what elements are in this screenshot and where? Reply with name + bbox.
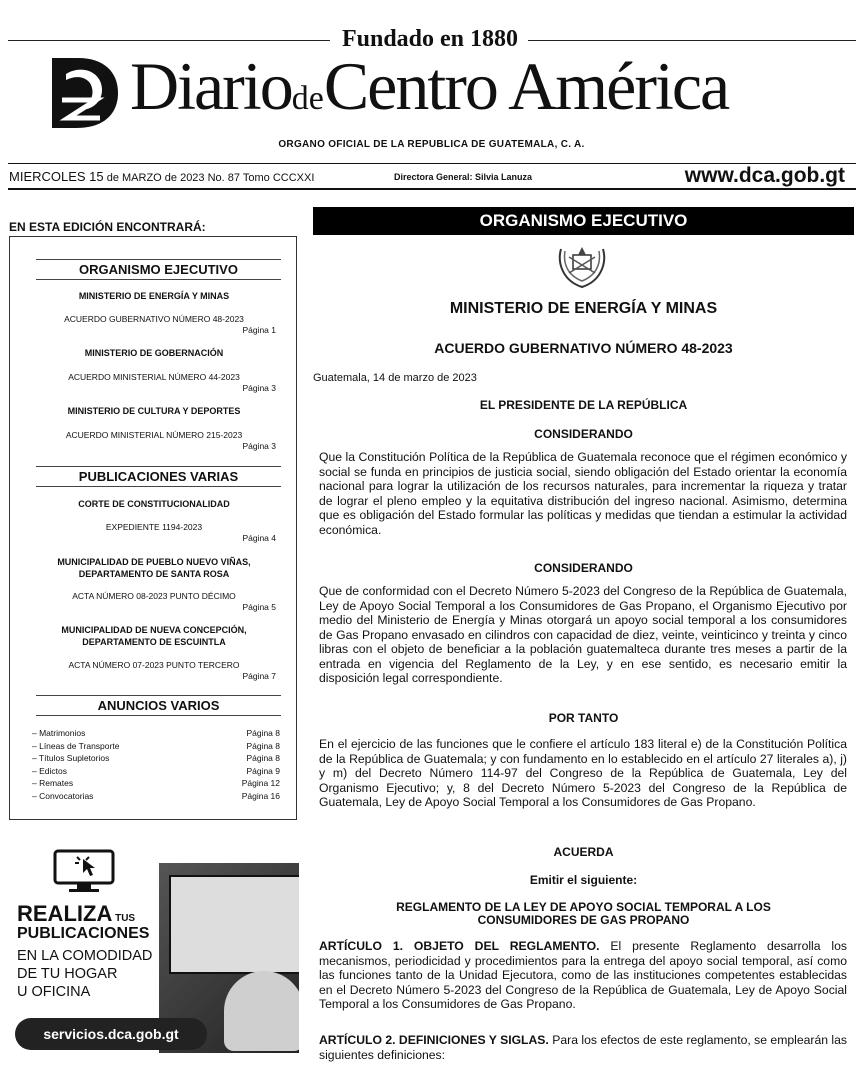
list-item[interactable] [32, 790, 280, 803]
services-url-button[interactable]: servicios.dca.gob.gt [15, 1018, 207, 1050]
article-articulo-2 [319, 1033, 847, 1062]
toc-doc-acuerdo-215[interactable]: ACUERDO MINISTERIAL NÚMERO 215-2023 [65, 430, 243, 440]
table-of-contents [9, 236, 297, 820]
toc-ministry-cultura: MINISTERIO DE CULTURA Y DEPORTES [67, 406, 241, 416]
toc-misc-list [32, 727, 280, 802]
title-centro-america: Centro América [323, 48, 729, 124]
toc-section-publicaciones: PUBLICACIONES VARIAS [36, 466, 281, 487]
misc-page: Página 8 [246, 728, 280, 738]
misc-page: Página 9 [246, 765, 280, 776]
article-acuerda: ACUERDA [553, 845, 614, 859]
coat-of-arms-icon [555, 243, 609, 291]
toc-doc-expediente[interactable]: EXPEDIENTE 1194-2023 [105, 522, 203, 532]
toc-page-3a: Página 3 [242, 383, 276, 393]
toc-entity-nueva-concepcion-1: MUNICIPALIDAD DE NUEVA CONCEPCIÓN, [61, 625, 247, 635]
founded-text: Fundado en 1880 [341, 26, 519, 52]
founded-rule-left [8, 40, 330, 41]
misc-page: Página 16 [241, 790, 280, 801]
misc-label: – Títulos Supletorios [32, 753, 110, 763]
date-day: MIERCOLES 15 [9, 169, 104, 184]
toc-entity-pueblo-nuevo-2: DEPARTAMENTO DE SANTA ROSA [78, 569, 230, 579]
ad-line-1: EN LA COMODIDAD [17, 948, 153, 964]
toc-entity-pueblo-nuevo-1: MUNICIPALIDAD DE PUEBLO NUEVO VIÑAS, [57, 557, 251, 567]
misc-label: – Edictos [32, 765, 67, 776]
toc-page-4: Página 4 [242, 533, 276, 543]
toc-page-7: Página 7 [242, 671, 276, 681]
articulo-1-title: ARTÍCULO 1. OBJETO DEL REGLAMENTO. [319, 939, 600, 953]
misc-page: Página 8 [246, 753, 280, 763]
toc-section-organismo: ORGANISMO EJECUTIVO [36, 259, 281, 280]
misc-label: – Matrimonios [32, 728, 86, 738]
misc-label: – Líneas de Transporte [32, 740, 120, 751]
list-item[interactable] [32, 777, 280, 790]
toc-page-5: Página 5 [242, 602, 276, 612]
newspaper-logo-icon [46, 54, 120, 132]
toc-doc-acta-07[interactable]: ACTA NÚMERO 07-2023 PUNTO TERCERO [68, 660, 240, 670]
ad-tus-word: TUS [112, 913, 136, 924]
founded-rule-right [528, 40, 856, 41]
title-diario: Diario [130, 48, 292, 124]
article-president: EL PRESIDENTE DE LA REPÚBLICA [479, 398, 688, 412]
newspaper-title [130, 48, 729, 124]
issue-date [9, 169, 314, 184]
toc-page-3b: Página 3 [242, 441, 276, 451]
toc-entity-corte: CORTE DE CONSTITUCIONALIDAD [78, 499, 230, 509]
date-rest: de MARZO de 2023 No. 87 Tomo CCCXXI [103, 172, 315, 184]
misc-label: – Convocatorias [32, 790, 94, 801]
monitor-click-icon [53, 849, 115, 893]
ad-comodidad [17, 947, 152, 1001]
toc-section-anuncios: ANUNCIOS VARIOS [36, 695, 281, 716]
toc-doc-acuerdo-48[interactable]: ACUERDO GUBERNATIVO NÚMERO 48-2023 [64, 314, 244, 324]
misc-page: Página 12 [241, 778, 280, 788]
list-item[interactable] [32, 727, 280, 740]
toc-page-1: Página 1 [242, 325, 276, 335]
director-name: Directora General: Silvia Lanuza [394, 172, 533, 182]
articulo-1-text: El presente Reglamento desarrolla los mecanismos, periodicidad y procedimientos para la entrega del apoyo social temporal, así como las funciones tanto de la Unidad Ejecutora, como de las instituciones competentes establecidas en el Decreto Número 5-2023 del Congreso de la República de Guatemala, Ley de Apoyo Social Temporal a los Consumidores de Gas Propano. [319, 939, 848, 1011]
article-por-tanto: POR TANTO [548, 711, 619, 725]
ad-publicaciones: PUBLICACIONES [17, 925, 150, 942]
misc-label: – Remates [32, 778, 74, 788]
article-acuerdo-title: ACUERDO GUBERNATIVO NÚMERO 48-2023 [434, 340, 733, 356]
list-item[interactable] [32, 765, 280, 778]
toc-entity-nueva-concepcion-2: DEPARTAMENTO DE ESCUINTLA [82, 637, 226, 647]
misc-page: Página 8 [246, 740, 280, 751]
ad-line-2: DE TU HOGAR [17, 966, 118, 982]
article-paragraph-1: Que la Constitución Política de la República de Guatemala reconoce que el régimen económico y social se funda en principios de justicia social, siendo obligación del Estado orientar la economía nacional para lograr la utilización de los recursos naturales, para incrementar la riqueza y tratar de lograr el pleno empleo y la equitativa distribución del ingreso nacional. Asimismo, determina que es obligación del Estado formular las políticas y medidas que tiendan a estimular la actividad económica. [319, 450, 847, 537]
article-articulo-1 [319, 939, 847, 1012]
ad-line-3: U OFICINA [17, 984, 91, 1000]
article-considerando-1: CONSIDERANDO [534, 427, 633, 441]
toc-doc-acuerdo-44[interactable]: ACUERDO MINISTERIAL NÚMERO 44-2023 [68, 372, 240, 382]
organo-oficial: ORGANO OFICIAL DE LA REPUBLICA DE GUATEMALA, C. A. [278, 139, 585, 150]
list-item[interactable] [32, 740, 280, 753]
article-place-date: Guatemala, 14 de marzo de 2023 [313, 372, 477, 384]
ad-realiza [17, 903, 135, 925]
toc-doc-acta-08[interactable]: ACTA NÚMERO 08-2023 PUNTO DÉCIMO [72, 591, 236, 601]
articulo-2-title: ARTÍCULO 2. DEFINICIONES Y SIGLAS. [319, 1033, 549, 1047]
laptop-screen [169, 875, 299, 974]
toc-heading: EN ESTA EDICIÓN ENCONTRARÁ: [9, 220, 206, 234]
services-advertisement[interactable] [9, 843, 299, 1065]
article-considerando-2: CONSIDERANDO [534, 561, 633, 575]
article-ministry: MINISTERIO DE ENERGÍA Y MINAS [449, 300, 718, 317]
dateline-bottom-rule [8, 188, 856, 190]
section-banner: ORGANISMO EJECUTIVO [313, 207, 854, 235]
list-item[interactable] [32, 752, 280, 765]
article-paragraph-3: En el ejercicio de las funciones que le confiere el artículo 183 literal e) de la Constitución Política de la República de Guatemala; y con fundamento en lo establecido en el artículo 27 literales a), j) y m) del Decreto Número 114-97 del Congreso de la República de Guatemala, Ley del Organismo Ejecutivo; y, 8 del Decreto Número 5-2023 del Congreso de la República de Guatemala, Ley de Apoyo Social Temporal a los Consumidores de Gas Propano. [319, 737, 847, 809]
article-reglamento-title-1: REGLAMENTO DE LA LEY DE APOYO SOCIAL TEMPORAL A LOS [396, 900, 771, 914]
articulo-2-text: Para los efectos de este reglamento, se emplearán las siguientes definiciones: [319, 1033, 847, 1062]
article-reglamento-title-2: CONSUMIDORES DE GAS PROPANO [477, 913, 690, 927]
toc-ministry-energia: MINISTERIO DE ENERGÍA Y MINAS [78, 291, 230, 301]
title-de: de [291, 80, 324, 117]
toc-ministry-gobernacion: MINISTERIO DE GOBERNACIÓN [84, 348, 224, 358]
ad-realiza-word: REALIZA [17, 901, 113, 926]
article-emitir: Emitir el siguiente: [529, 873, 638, 887]
website-link[interactable]: www.dca.gob.gt [684, 164, 845, 187]
article-paragraph-2: Que de conformidad con el Decreto Número 5-2023 del Congreso de la República de Guatemala, Ley de Apoyo Social Temporal a los Consumidores de Gas Propano, el Organismo Ejecutivo por medio del Ministerio de Energía y Minas otorgará un apoyo social temporal a los consumidores de Gas Propano envasado en cilindros con capacidad de diez, veinte, veinticinco y treinta y cinco libras con el objeto de beneficiar a la población guatemalteca durante tres meses a partir de la entrada en vigencia del Reglamento de la Ley, y en ese sentido, es necesario emitir la disposición legal correspondiente. [319, 584, 847, 685]
hand-photo [224, 971, 299, 1051]
